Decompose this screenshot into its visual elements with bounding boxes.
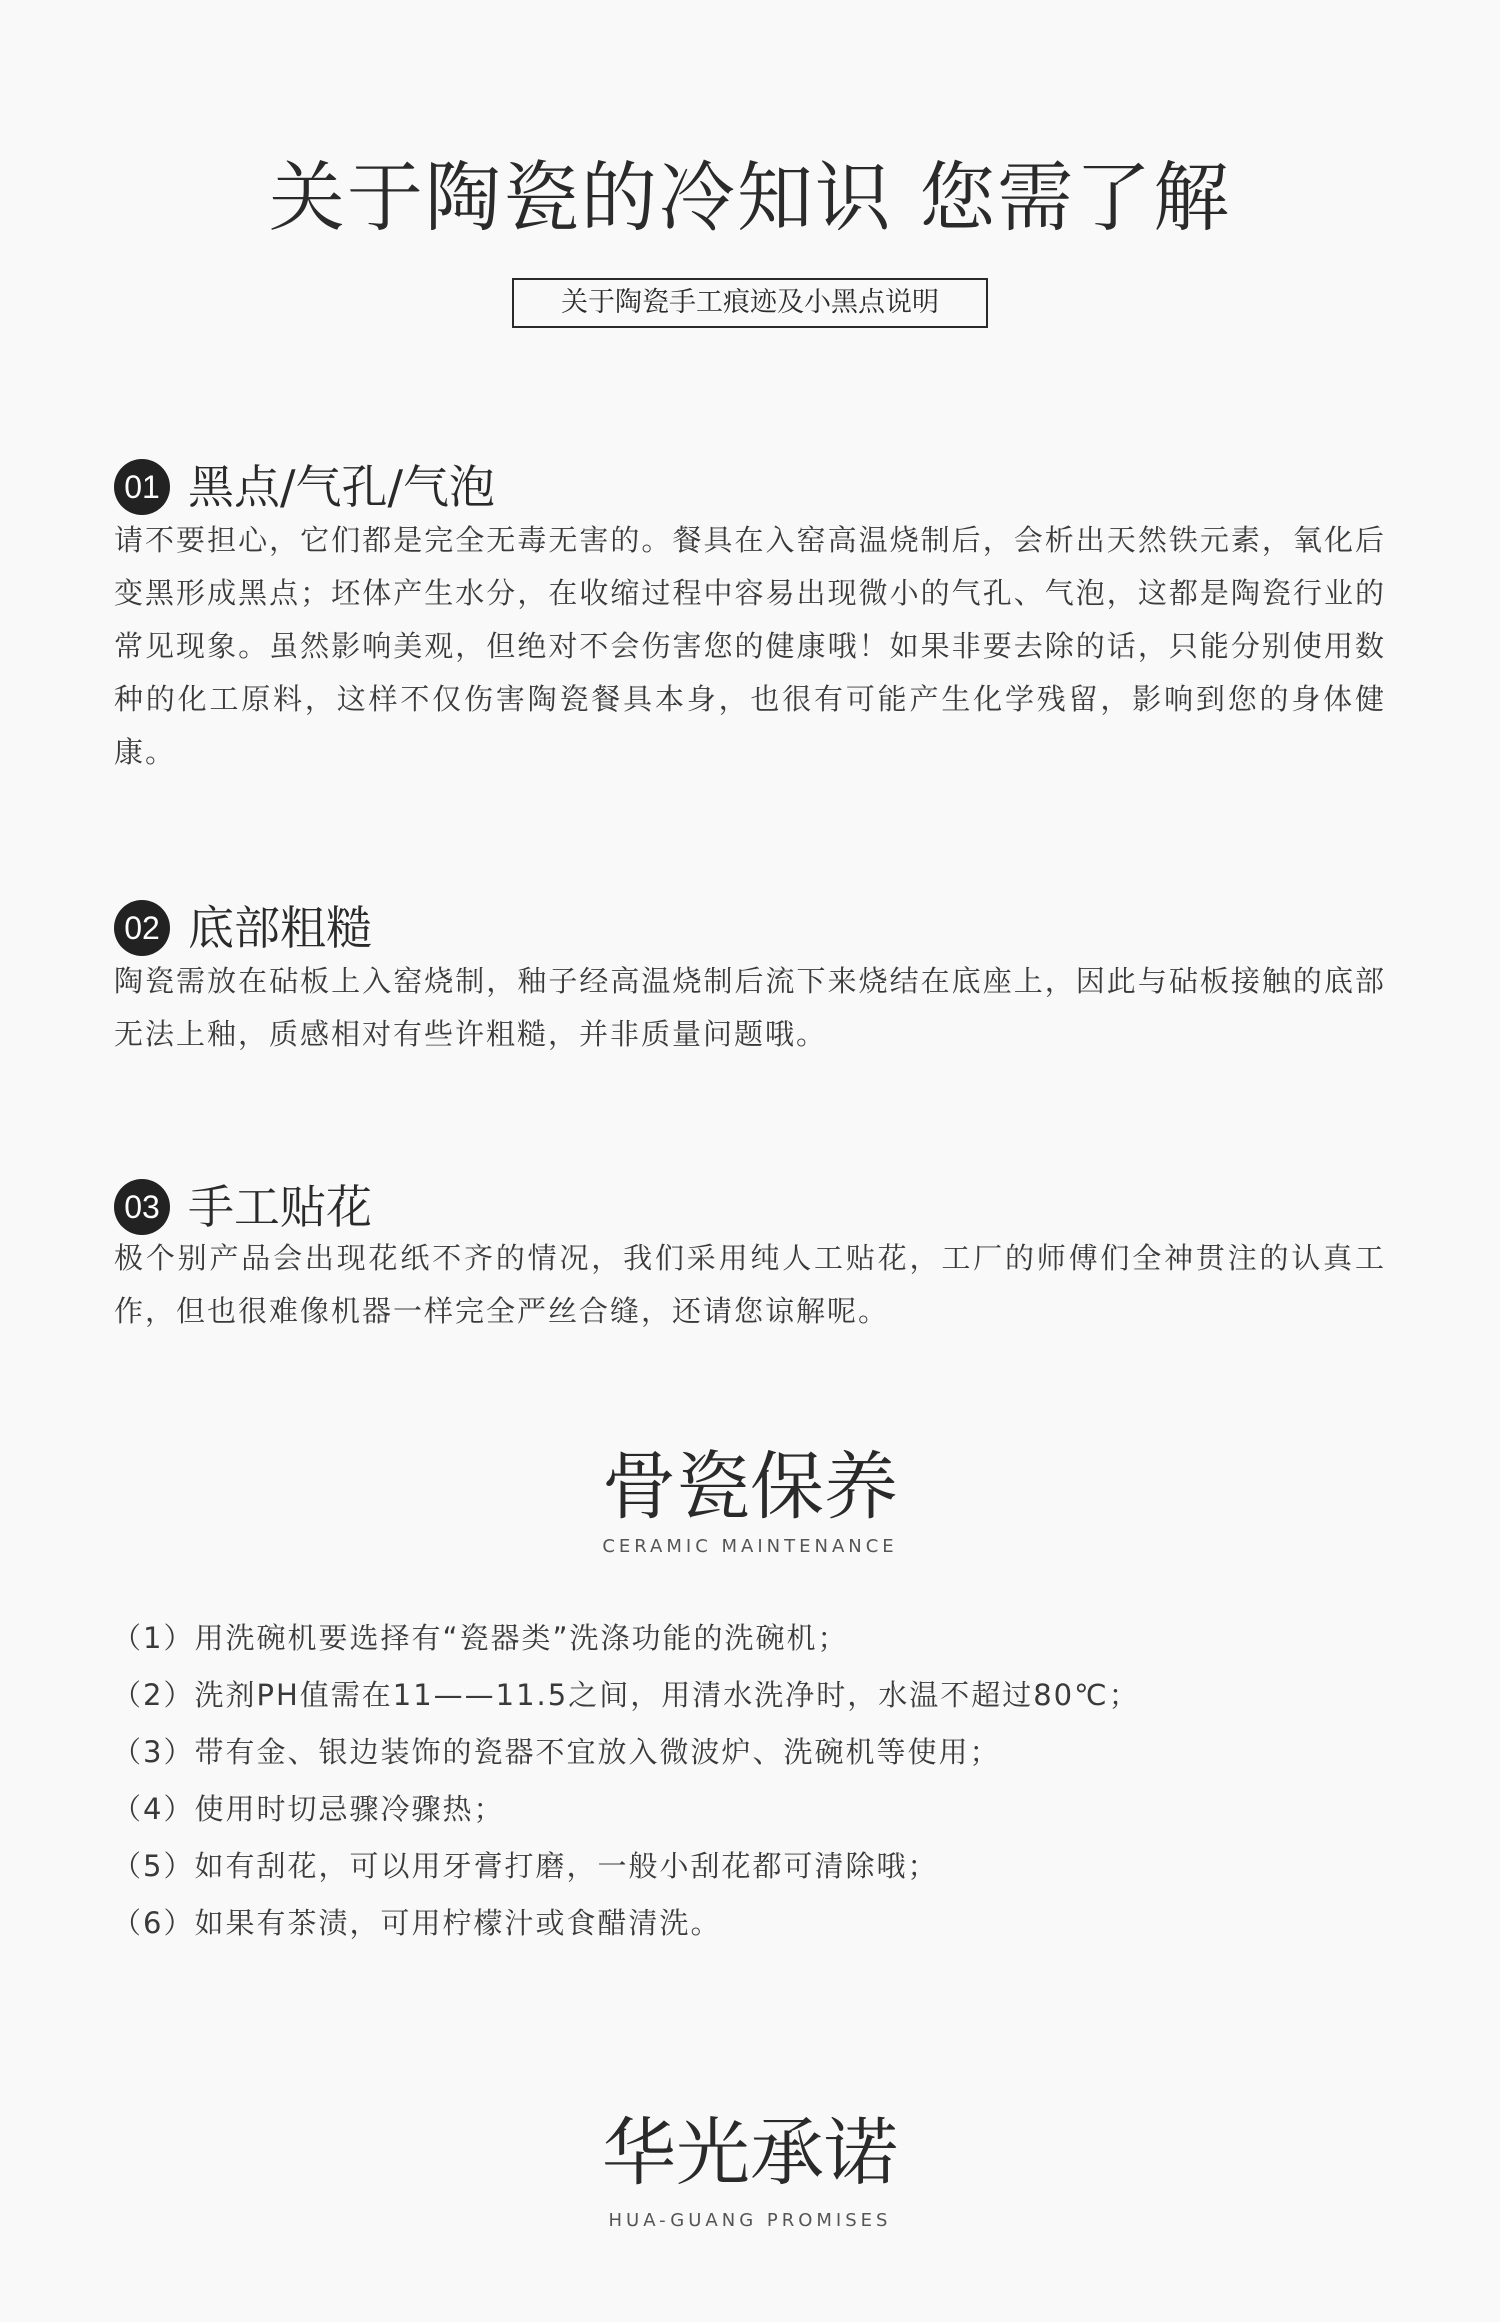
section-title: 底部粗糙 <box>188 901 372 956</box>
section-text: 请不要担心，它们都是完全无毒无害的。餐具在入窑高温烧制后，会析出天然铁元素，氧化后变黑形成黑点；坯体产生水分，在收缩过程中容易出现微小的气孔、气泡，这都是陶瓷行业的常见现象。虽然影响美观，但绝对不会伤害您的健康哦！如果非要去除的话，只能分别使用数种的化工原料，这样不仅伤害陶瓷餐具本身，也很有可能产生化学残留，影响到您的身体健康。 <box>114 523 1386 769</box>
section-title: 手工贴花 <box>188 1180 372 1235</box>
section-number-badge: 01 <box>114 459 170 515</box>
list-item: （1）用洗碗机要选择有“瓷器类”洗涤功能的洗碗机； <box>112 1621 849 1655</box>
maintenance-title: 骨瓷保养 <box>602 1444 898 1530</box>
list-item: （5）如有刮花，可以用牙膏打磨，一般小刮花都可清除哦； <box>112 1849 939 1883</box>
maintenance-list <box>112 1610 1392 1952</box>
list-item: （2）洗剂PH值需在11——11.5之间，用清水洗净时，水温不超过80℃； <box>112 1678 1140 1712</box>
section-title: 黑点/气孔/气泡 <box>188 460 495 515</box>
section-number-badge: 02 <box>114 900 170 956</box>
section-number-badge: 03 <box>114 1179 170 1235</box>
page-title: 关于陶瓷的冷知识 您需了解 <box>268 153 1232 242</box>
list-item: （3）带有金、银边装饰的瓷器不宜放入微波炉、洗碗机等使用； <box>112 1735 1001 1769</box>
promise-subtitle: HUA-GUANG PROMISES <box>608 2210 892 2231</box>
section-text: 极个别产品会出现花纸不齐的情况，我们采用纯人工贴花，工厂的师傅们全神贯注的认真工作，但也很难像机器一样完全严丝合缝，还请您谅解呢。 <box>114 1241 1386 1328</box>
list-item: （4）使用时切忌骤冷骤热； <box>112 1792 505 1826</box>
page-subtitle: 关于陶瓷手工痕迹及小黑点说明 <box>512 278 988 328</box>
promise-title: 华光承诺 <box>602 2110 898 2196</box>
maintenance-subtitle: CERAMIC MAINTENANCE <box>602 1536 898 1557</box>
list-item: （6）如果有茶渍，可用柠檬汁或食醋清洗。 <box>112 1906 722 1940</box>
section-text: 陶瓷需放在砧板上入窑烧制，釉子经高温烧制后流下来烧结在底座上，因此与砧板接触的底部无法上釉，质感相对有些许粗糙，并非质量问题哦。 <box>114 964 1386 1051</box>
